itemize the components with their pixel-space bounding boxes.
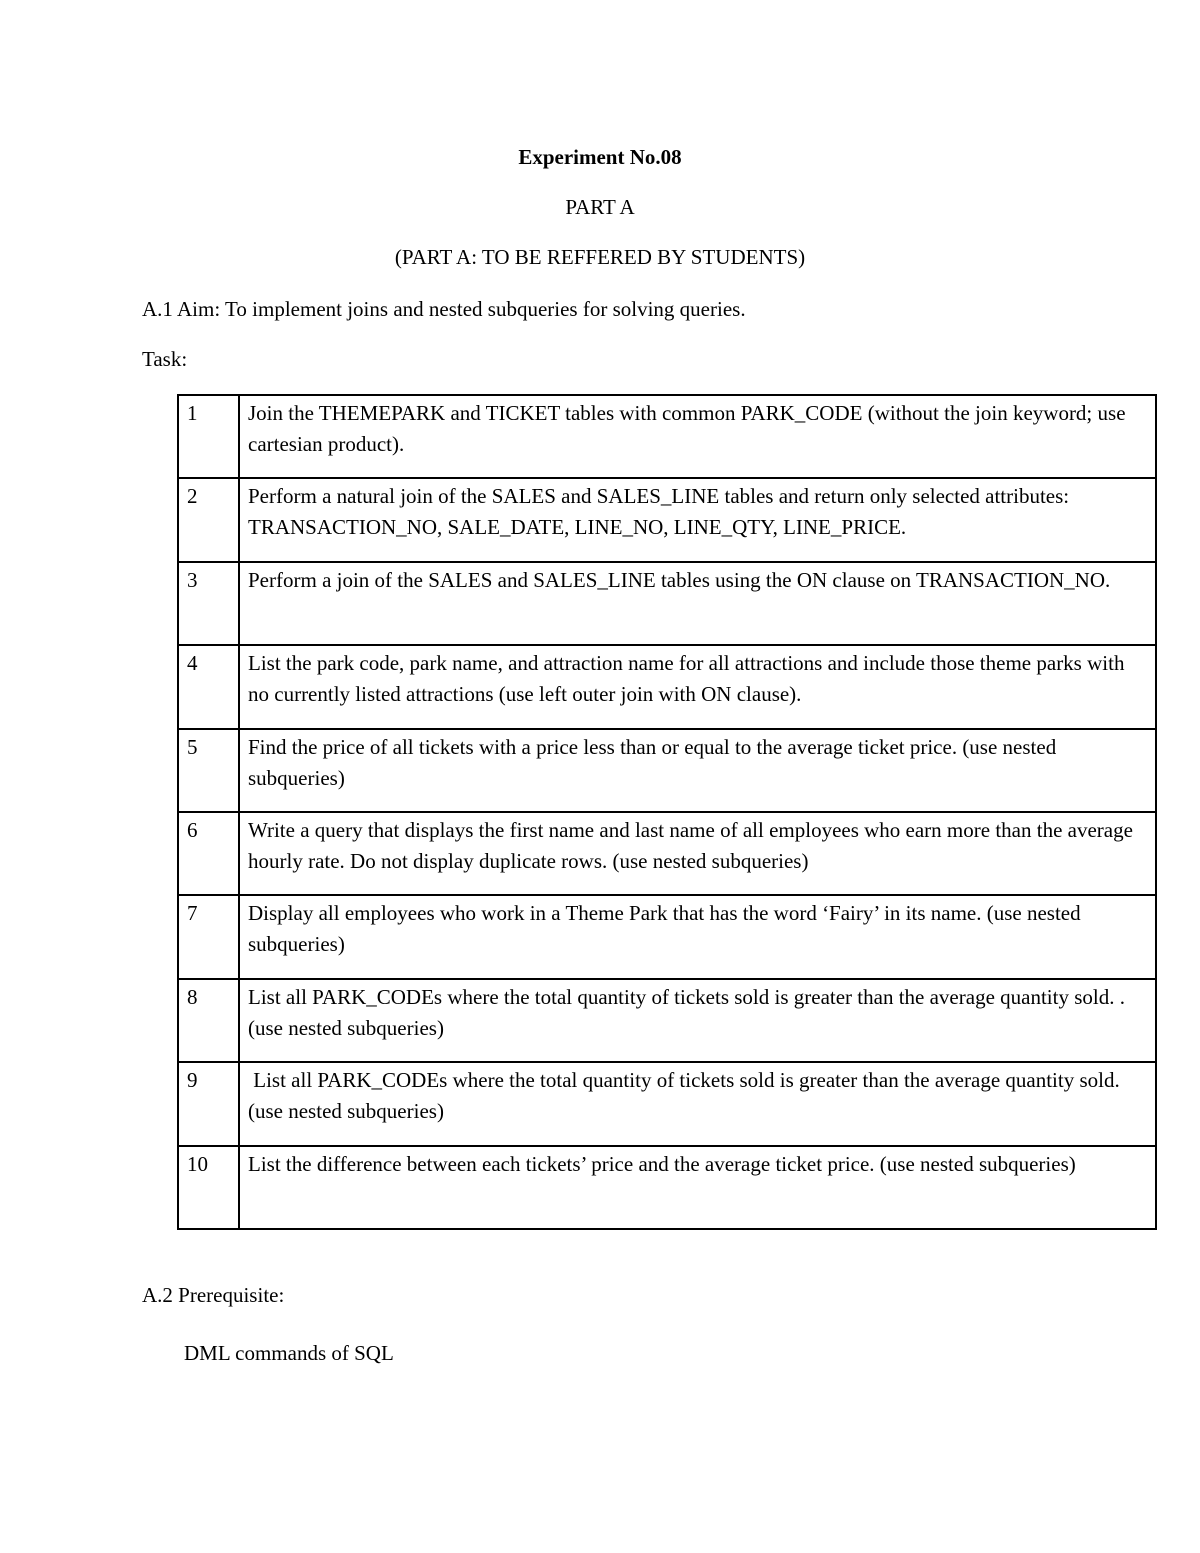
task-description: Join the THEMEPARK and TICKET tables with common PARK_CODE (without the join keyword; use cartesian product). — [239, 395, 1156, 478]
task-number: 1 — [178, 395, 239, 478]
document-title: Experiment No.08 — [518, 145, 682, 169]
task-description: List the park code, park name, and attraction name for all attractions and include those theme parks with no currently listed attractions (use left outer join with ON clause). — [239, 645, 1156, 728]
task-number: 3 — [178, 562, 239, 645]
task-description: Find the price of all tickets with a price less than or equal to the average ticket price. (use nested subqueries) — [239, 729, 1156, 812]
table-row — [178, 979, 1156, 1062]
table-row — [178, 478, 1156, 561]
task-label: Task: — [142, 347, 188, 371]
task-number: 2 — [178, 478, 239, 561]
table-row — [178, 1146, 1156, 1229]
task-number: 10 — [178, 1146, 239, 1229]
task-description: List all PARK_CODEs where the total quantity of tickets sold is greater than the average quantity sold. . (use nested subqueries) — [239, 979, 1156, 1062]
task-number: 7 — [178, 895, 239, 978]
task-description: Write a query that displays the first name and last name of all employees who earn more than the average hourly rate. Do not display duplicate rows. (use nested subqueries) — [239, 812, 1156, 895]
table-row — [178, 645, 1156, 728]
task-table — [177, 394, 1157, 1230]
task-number: 6 — [178, 812, 239, 895]
table-row — [178, 812, 1156, 895]
table-row — [178, 895, 1156, 978]
task-description: Perform a natural join of the SALES and SALES_LINE tables and return only selected attributes: TRANSACTION_NO, SALE_DATE, LINE_NO, LINE_QTY, LINE_PRICE. — [239, 478, 1156, 561]
table-row — [178, 729, 1156, 812]
table-row — [178, 1062, 1156, 1145]
prerequisite-label: A.2 Prerequisite: — [142, 1283, 285, 1307]
task-number: 4 — [178, 645, 239, 728]
task-description: Display all employees who work in a Theme Park that has the word ‘Fairy’ in its name. (use nested subqueries) — [239, 895, 1156, 978]
task-description: List the difference between each tickets’ price and the average ticket price. (use nested subqueries) — [239, 1146, 1156, 1229]
part-heading: PART A — [565, 195, 635, 219]
task-number: 5 — [178, 729, 239, 812]
table-row — [178, 562, 1156, 645]
task-number: 9 — [178, 1062, 239, 1145]
task-number: 8 — [178, 979, 239, 1062]
part-subtitle: (PART A: TO BE REFFERED BY STUDENTS) — [394, 245, 806, 269]
task-description: List all PARK_CODEs where the total quantity of tickets sold is greater than the average quantity sold. (use nested subqueries) — [239, 1062, 1156, 1145]
table-row — [178, 395, 1156, 478]
aim-text: A.1 Aim: To implement joins and nested subqueries for solving queries. — [142, 297, 746, 321]
task-description: Perform a join of the SALES and SALES_LINE tables using the ON clause on TRANSACTION_NO. — [239, 562, 1156, 645]
prerequisite-value: DML commands of SQL — [184, 1341, 394, 1365]
